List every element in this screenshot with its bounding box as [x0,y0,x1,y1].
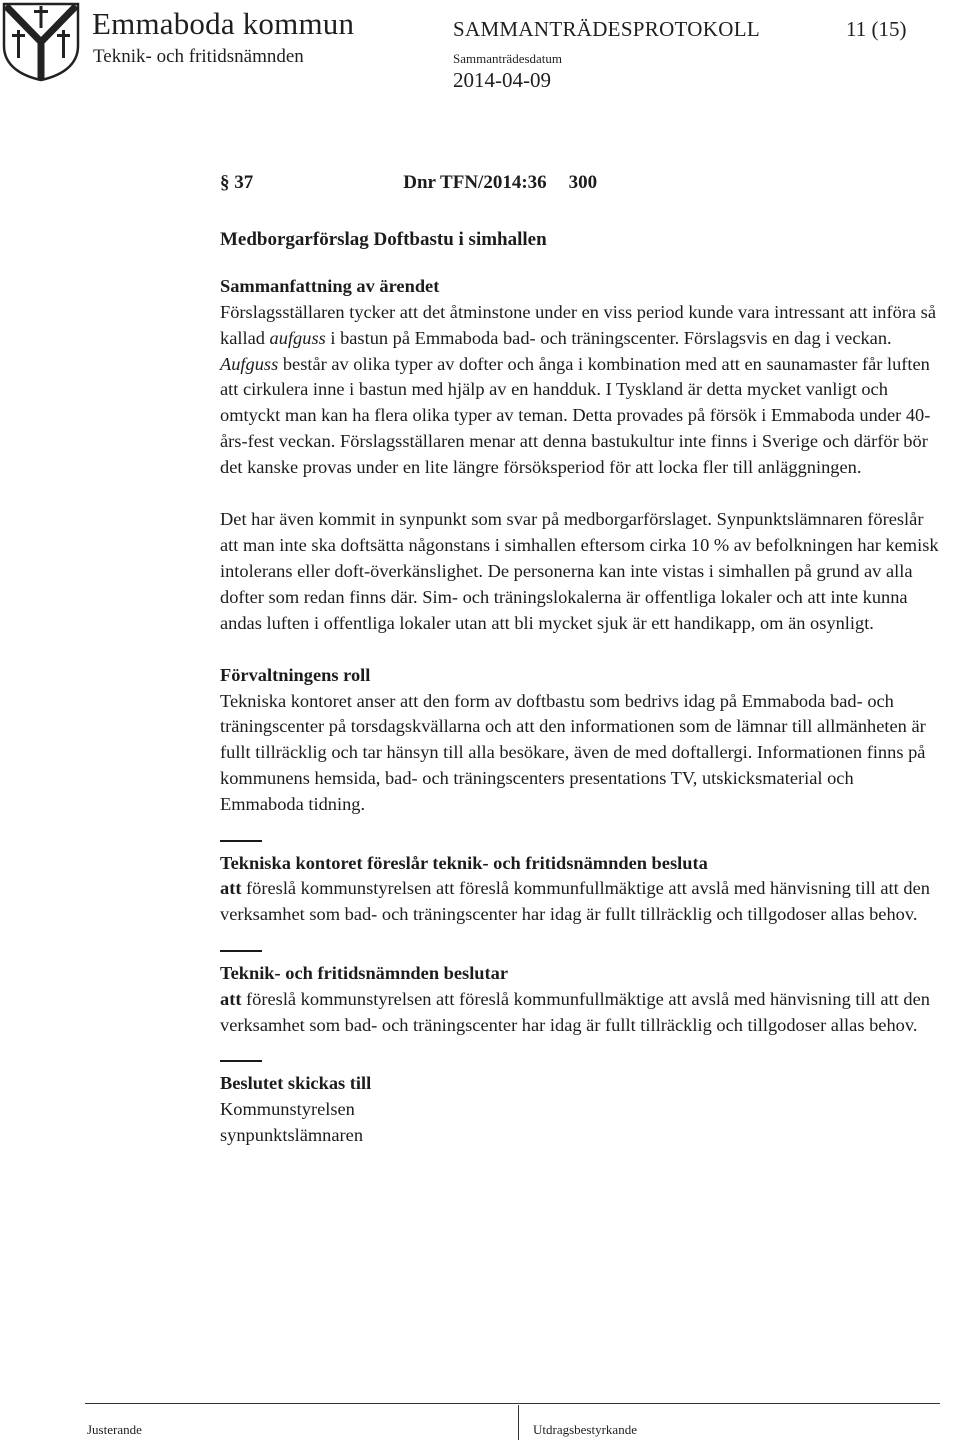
footer-rule [85,1403,940,1404]
summary-term-aufguss: aufguss [269,327,326,348]
committee-name: Teknik- och fritidsnämnden [93,46,304,67]
admin-role-text: Tekniska kontoret anser att den form av doftbastu som bedrivs idag på Emmaboda bad- och träningscenter på torsdagskvällarna och att den informationen som de lämnar till allmänheten är fullt tillräcklig och tar hänsyn till alla besökare, även de med doftallergi. Informationen finns på kommunens hemsida, bad- och träningscenters presentations TV, utskicksmaterial och Emmaboda tidning. [220,690,926,815]
section-line [220,170,940,196]
section-number: 37 [234,172,254,193]
diary-number: Dnr TFN/2014:36 [403,172,547,193]
proposal-body: föreslå kommunstyrelsen att föreslå kommunfullmäktige att avslå med hänvisning till att den verksamhet som bad- och träningscenter har idag är fullt tillräcklig och tillgodoser allas behov. [220,878,930,925]
summary-paragraph-1 [220,300,940,481]
separator-rule [220,840,262,842]
decision-body: föreslå kommunstyrelsen att föreslå kommunfullmäktige att avslå med hänvisning till att den verksamhet som bad- och träningscenter har idag är fullt tillräcklig och tillgodoser allas behov. [220,988,930,1035]
page-number: 11 (15) [846,17,907,41]
municipal-coat-of-arms-logo [0,0,82,82]
separator-rule [220,1060,262,1062]
decision-heading: Teknik- och fritidsnämnden beslutar [220,962,509,983]
admin-role-heading: Förvaltningens roll [220,664,371,685]
sent-to-heading: Beslutet skickas till [220,1072,372,1093]
proposal-heading: Tekniska kontoret föreslår teknik- och fritidsnämnden besluta [220,852,708,873]
summary-term-aufguss-2: Aufguss [220,353,279,374]
adjuster-signature-label: Justerande [87,1422,142,1437]
meeting-date: 2014-04-09 [453,68,551,92]
section-symbol: § [220,172,230,193]
footer-divider [518,1405,519,1440]
recipient: Kommunstyrelsen [220,1098,355,1119]
summary-text-c: i bastun på Emmaboda bad- och träningscenter. Förslagsvis en dag i veckan. [325,327,892,348]
archive-code: 300 [568,172,598,193]
proposal-att: att [220,878,242,899]
summary-text-a: Förslagsställaren tycker att det åtminstone under en viss period kunde vara intressant att införa så kallad [220,301,937,348]
recipient: synpunktslämnaren [220,1124,364,1145]
extract-certification-label: Utdragsbestyrkande [533,1422,637,1437]
decision-text [220,987,940,1039]
document-type: SAMMANTRÄDESPROTOKOLL [453,17,760,41]
summary-heading: Sammanfattning av ärendet [220,275,440,296]
separator-rule [220,950,262,952]
case-title: Medborgarförslag Doftbastu i simhallen [220,228,547,250]
organization-name: Emmaboda kommun [92,6,355,41]
proposal-text [220,876,940,928]
summary-text-e: består av olika typer av dofter och ånga i kombination med att en saunamaster får luften att cirkulera inne i bastun med hjälp av en handduk. I Tyskland är detta mycket vanligt och omtyckt man kan ha flera olika typer av teman. Detta provades på försök i Emmaboda under 40-års-fest veckan. Förslagsställaren menar att denna bastukultur inte finns i Sverige och därför bör det kanske provas under en lite längre försöksperiod för att locka fler till anläggningen. [220,353,931,478]
document-body [220,170,940,1149]
decision-att: att [220,988,242,1009]
summary-paragraph-2: Det har även kommit in synpunkt som svar på medborgarförslaget. Synpunktslämnaren föreslår att man inte ska doftsätta någonstans i simhallen eftersom cirka 10 % av befolkningen har kemisk intolerans eller doft-överkänslighet. De personerna kan inte vistas i simhallen på grund av alla dofter som redan finns där. Sim- och träningslokalerna är offentliga lokaler och att inte kunna andas luften i offentliga lokaler utan att bli mycket sjuk är ett handikapp, om än osynligt. [220,509,939,633]
meeting-date-label: Sammanträdesdatum [453,51,563,66]
